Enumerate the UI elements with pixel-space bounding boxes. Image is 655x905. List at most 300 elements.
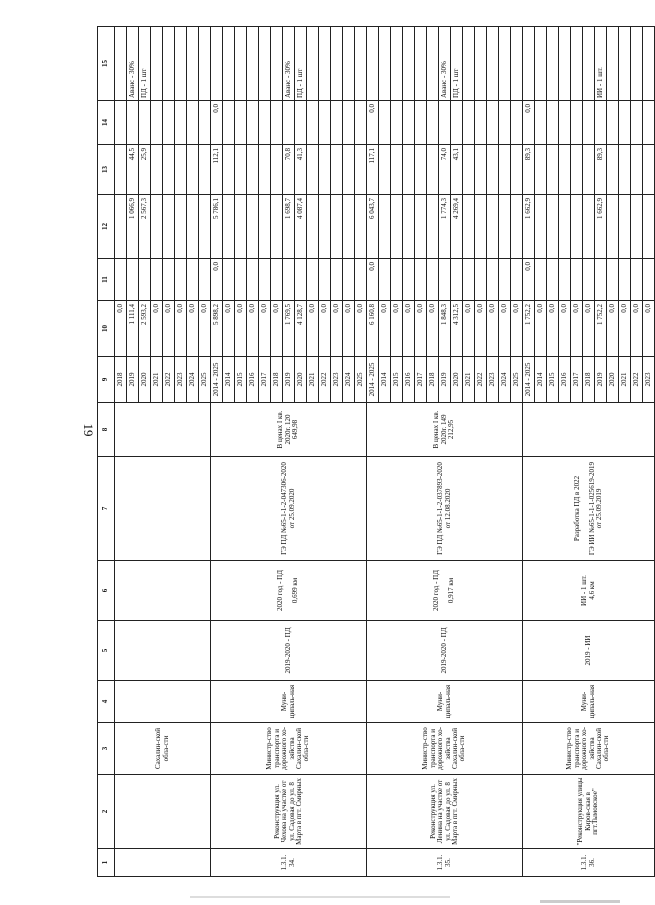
year-cell: 2020 (451, 357, 463, 403)
total-cell: 0,0 (307, 301, 319, 357)
extrabudget-cell (403, 101, 415, 145)
federal-budget-cell: 0,0 (367, 259, 379, 301)
extrabudget-cell (463, 101, 475, 145)
regional-budget-cell: 2 567,3 (139, 195, 151, 259)
total-cell: 1 752,2 (595, 301, 607, 357)
total-cell: 0,0 (151, 301, 163, 357)
extrabudget-cell (571, 101, 583, 145)
extrabudget-cell (511, 101, 523, 145)
municipal-budget-cell (427, 145, 439, 195)
municipal-budget-cell (271, 145, 283, 195)
municipal-budget-cell (247, 145, 259, 195)
total-cell: 0,0 (319, 301, 331, 357)
extrabudget-cell (643, 101, 655, 145)
note-cell (619, 27, 631, 101)
total-cell: 0,0 (259, 301, 271, 357)
federal-budget-cell (355, 259, 367, 301)
regional-budget-cell: 1 662,9 (595, 195, 607, 259)
total-cell: 6 160,8 (367, 301, 379, 357)
note-cell (355, 27, 367, 101)
year-cell: 2021 (307, 357, 319, 403)
regional-budget-cell (247, 195, 259, 259)
regional-budget-cell (115, 195, 127, 259)
extrabudget-cell (115, 101, 127, 145)
year-cell: 2021 (151, 357, 163, 403)
item-number-cell (115, 849, 211, 877)
federal-budget-cell (283, 259, 295, 301)
extrabudget-cell (295, 101, 307, 145)
regional-budget-cell (463, 195, 475, 259)
total-cell: 0,0 (559, 301, 571, 357)
note-cell (499, 27, 511, 101)
capacity-cell: 2020 год - ПД 0,699 км (211, 561, 367, 621)
note-cell (403, 27, 415, 101)
total-cell: 0,0 (391, 301, 403, 357)
extrabudget-cell (439, 101, 451, 145)
total-cell: 0,0 (631, 301, 643, 357)
period-cell: 2019-2020 - ПД (367, 621, 523, 681)
regional-budget-cell (187, 195, 199, 259)
total-cell: 0,0 (355, 301, 367, 357)
total-cell: 5 898,2 (211, 301, 223, 357)
column-header: 13 (98, 145, 115, 195)
year-cell: 2014 - 2025 (523, 357, 535, 403)
note-cell (211, 27, 223, 101)
total-cell: 0,0 (415, 301, 427, 357)
year-cell: 2014 (379, 357, 391, 403)
executor-cell: Министр-ство транспорта и дорожного хо-зяйства Сахалин-ской обла-сти (211, 723, 367, 775)
regional-budget-cell (631, 195, 643, 259)
note-cell: ПД - 1 шт (295, 27, 307, 101)
federal-budget-cell: 0,0 (523, 259, 535, 301)
municipal-budget-cell: 44,5 (127, 145, 139, 195)
empty-cell (115, 561, 211, 621)
empty-cell (115, 621, 211, 681)
year-cell: 2015 (391, 357, 403, 403)
note-cell (319, 27, 331, 101)
municipal-budget-cell (487, 145, 499, 195)
total-cell: 0,0 (235, 301, 247, 357)
municipal-budget-cell (547, 145, 559, 195)
scan-artifact (190, 896, 450, 898)
year-cell: 2021 (463, 357, 475, 403)
note-cell: Аванс - 30% (283, 27, 295, 101)
extrabudget-cell (187, 101, 199, 145)
note-cell (367, 27, 379, 101)
note-cell (247, 27, 259, 101)
note-cell (379, 27, 391, 101)
year-cell: 2020 (139, 357, 151, 403)
note-cell: ПД - 1 шт (139, 27, 151, 101)
total-cell: 0,0 (403, 301, 415, 357)
note-cell (547, 27, 559, 101)
investment-table (97, 26, 655, 877)
extrabudget-cell (355, 101, 367, 145)
extrabudget-cell (499, 101, 511, 145)
extrabudget-cell: 0,0 (211, 101, 223, 145)
total-cell: 4 128,7 (295, 301, 307, 357)
federal-budget-cell (307, 259, 319, 301)
note-cell (235, 27, 247, 101)
executor-cell: Министр-ство транспорта и дорожного хо-зяйства Сахалин-ской обла-сти (523, 723, 655, 775)
year-cell: 2015 (547, 357, 559, 403)
year-cell: 2017 (259, 357, 271, 403)
table-row (367, 27, 379, 877)
federal-budget-cell (319, 259, 331, 301)
regional-budget-cell: 5 786,1 (211, 195, 223, 259)
total-cell: 0,0 (379, 301, 391, 357)
note-cell (475, 27, 487, 101)
total-cell: 0,0 (619, 301, 631, 357)
column-header: 9 (98, 357, 115, 403)
regional-budget-cell (355, 195, 367, 259)
estimated-cost-cell: В ценах I кв. 2020г. 120 649,98 (211, 403, 367, 457)
year-cell: 2023 (175, 357, 187, 403)
federal-budget-cell (403, 259, 415, 301)
capacity-cell: ИИ - 1 шт. 4,6 км (523, 561, 655, 621)
regional-budget-cell (511, 195, 523, 259)
federal-budget-cell (175, 259, 187, 301)
total-cell: 0,0 (607, 301, 619, 357)
total-cell: 0,0 (343, 301, 355, 357)
note-cell (271, 27, 283, 101)
federal-budget-cell (379, 259, 391, 301)
total-cell: 1 111,4 (127, 301, 139, 357)
municipal-budget-cell (583, 145, 595, 195)
federal-budget-cell (643, 259, 655, 301)
total-cell: 0,0 (511, 301, 523, 357)
period-cell: 2019-2020 - ПД (211, 621, 367, 681)
column-header: 14 (98, 101, 115, 145)
municipal-budget-cell (631, 145, 643, 195)
year-cell: 2021 (619, 357, 631, 403)
column-number-row (98, 27, 115, 877)
column-header: 15 (98, 27, 115, 101)
note-cell (487, 27, 499, 101)
regional-budget-cell (271, 195, 283, 259)
regional-budget-cell: 1 698,7 (283, 195, 295, 259)
federal-budget-cell (499, 259, 511, 301)
federal-budget-cell (331, 259, 343, 301)
municipal-budget-cell (619, 145, 631, 195)
empty-cell (115, 681, 211, 723)
extrabudget-cell (247, 101, 259, 145)
year-cell: 2025 (511, 357, 523, 403)
year-cell: 2018 (583, 357, 595, 403)
capacity-cell: 2020 год - ПД 0,917 км (367, 561, 523, 621)
total-cell: 4 312,5 (451, 301, 463, 357)
extrabudget-cell (283, 101, 295, 145)
note-cell (199, 27, 211, 101)
municipal-budget-cell (175, 145, 187, 195)
regional-budget-cell: 1 662,9 (523, 195, 535, 259)
table-row (211, 27, 223, 877)
item-number-cell: 1.3.1. 36. (523, 849, 655, 877)
federal-budget-cell (391, 259, 403, 301)
federal-budget-cell (487, 259, 499, 301)
federal-budget-cell (199, 259, 211, 301)
year-cell: 2017 (571, 357, 583, 403)
regional-budget-cell (427, 195, 439, 259)
expertise-document-cell: Разработка ПД в 2022 ГЭ ИИ №65-1-1-1-025619-2019 от 25.09.2019 (523, 457, 655, 561)
federal-budget-cell (463, 259, 475, 301)
total-cell: 0,0 (463, 301, 475, 357)
extrabudget-cell (139, 101, 151, 145)
municipal-budget-cell (307, 145, 319, 195)
municipal-budget-cell (151, 145, 163, 195)
federal-budget-cell (595, 259, 607, 301)
municipal-budget-cell: 43,1 (451, 145, 463, 195)
extrabudget-cell (307, 101, 319, 145)
year-cell: 2019 (439, 357, 451, 403)
table-row (523, 27, 535, 877)
regional-budget-cell: 4 269,4 (451, 195, 463, 259)
federal-budget-cell (115, 259, 127, 301)
federal-budget-cell: 0,0 (211, 259, 223, 301)
municipal-budget-cell (355, 145, 367, 195)
note-cell (331, 27, 343, 101)
ownership-cell: Муни-ципаль-ная (211, 681, 367, 723)
regional-budget-cell (643, 195, 655, 259)
column-header: 11 (98, 259, 115, 301)
municipal-budget-cell (391, 145, 403, 195)
extrabudget-cell (451, 101, 463, 145)
total-cell: 0,0 (643, 301, 655, 357)
year-cell: 2016 (247, 357, 259, 403)
item-number-cell: 1.3.1. 35. (367, 849, 523, 877)
federal-budget-cell (151, 259, 163, 301)
column-header: 6 (98, 561, 115, 621)
regional-budget-cell (235, 195, 247, 259)
note-cell (307, 27, 319, 101)
regional-budget-cell (391, 195, 403, 259)
column-header: 5 (98, 621, 115, 681)
regional-budget-cell (583, 195, 595, 259)
extrabudget-cell (331, 101, 343, 145)
ownership-cell: Муни-ципаль-ная (523, 681, 655, 723)
column-header: 7 (98, 457, 115, 561)
ownership-cell: Муни-ципаль-ная (367, 681, 523, 723)
municipal-budget-cell (223, 145, 235, 195)
municipal-budget-cell: 89,3 (523, 145, 535, 195)
note-cell (115, 27, 127, 101)
year-cell: 2023 (487, 357, 499, 403)
municipal-budget-cell (403, 145, 415, 195)
column-header: 1 (98, 849, 115, 877)
total-cell: 0,0 (475, 301, 487, 357)
extrabudget-cell (199, 101, 211, 145)
note-cell (583, 27, 595, 101)
regional-budget-cell (379, 195, 391, 259)
extrabudget-cell (151, 101, 163, 145)
period-cell: 2019 - ИИ (523, 621, 655, 681)
extrabudget-cell (559, 101, 571, 145)
year-cell: 2025 (199, 357, 211, 403)
note-cell (463, 27, 475, 101)
extrabudget-cell (319, 101, 331, 145)
note-cell (427, 27, 439, 101)
column-header: 10 (98, 301, 115, 357)
regional-budget-cell (619, 195, 631, 259)
municipal-budget-cell (535, 145, 547, 195)
regional-budget-cell (331, 195, 343, 259)
estimated-cost-cell: В ценах I кв. 2020г. 149 212,95 (367, 403, 523, 457)
regional-budget-cell: 6 043,7 (367, 195, 379, 259)
note-cell (163, 27, 175, 101)
year-cell: 2016 (403, 357, 415, 403)
note-cell: Аванс - 30% (127, 27, 139, 101)
object-name-cell: Реконструкция ул. Чехова на участке от ул. Садовая до ул. 8 Марта в пгт. Смирных (211, 775, 367, 849)
total-cell: 0,0 (115, 301, 127, 357)
regional-budget-cell (499, 195, 511, 259)
year-cell: 2014 (223, 357, 235, 403)
regional-budget-cell (415, 195, 427, 259)
municipal-budget-cell: 70,8 (283, 145, 295, 195)
note-cell (415, 27, 427, 101)
federal-budget-cell (547, 259, 559, 301)
column-header: 4 (98, 681, 115, 723)
year-cell: 2014 - 2025 (367, 357, 379, 403)
extrabudget-cell (163, 101, 175, 145)
total-cell: 0,0 (163, 301, 175, 357)
executor-cell: Сахалин-ской обла-сти (115, 723, 211, 775)
extrabudget-cell (595, 101, 607, 145)
extrabudget-cell (583, 101, 595, 145)
total-cell: 0,0 (535, 301, 547, 357)
executor-cell: Министр-ство транспорта и дорожного хо-зяйства Сахалин-ской обла-сти (367, 723, 523, 775)
note-cell (535, 27, 547, 101)
extrabudget-cell (631, 101, 643, 145)
item-number-cell: 1.3.1. 34. (211, 849, 367, 877)
total-cell: 0,0 (583, 301, 595, 357)
empty-cell (115, 403, 211, 457)
federal-budget-cell (187, 259, 199, 301)
federal-budget-cell (535, 259, 547, 301)
federal-budget-cell (439, 259, 451, 301)
federal-budget-cell (247, 259, 259, 301)
total-cell: 0,0 (271, 301, 283, 357)
year-cell: 2017 (415, 357, 427, 403)
regional-budget-cell (175, 195, 187, 259)
empty-cell (115, 457, 211, 561)
total-cell: 0,0 (199, 301, 211, 357)
extrabudget-cell (487, 101, 499, 145)
note-cell (259, 27, 271, 101)
object-name-cell: Реконструкция ул. Ленина на участке от ул. Садовая до ул. 8 Марта в пгт. Смирных (367, 775, 523, 849)
regional-budget-cell (547, 195, 559, 259)
federal-budget-cell (259, 259, 271, 301)
federal-budget-cell (571, 259, 583, 301)
year-cell: 2022 (475, 357, 487, 403)
municipal-budget-cell (319, 145, 331, 195)
regional-budget-cell (559, 195, 571, 259)
extrabudget-cell (235, 101, 247, 145)
year-cell: 2024 (343, 357, 355, 403)
year-cell: 2015 (235, 357, 247, 403)
extrabudget-cell (535, 101, 547, 145)
extrabudget-cell (415, 101, 427, 145)
note-cell (631, 27, 643, 101)
total-cell: 0,0 (571, 301, 583, 357)
federal-budget-cell (295, 259, 307, 301)
federal-budget-cell (631, 259, 643, 301)
extrabudget-cell (127, 101, 139, 145)
total-cell: 0,0 (247, 301, 259, 357)
federal-budget-cell (415, 259, 427, 301)
extrabudget-cell (343, 101, 355, 145)
extrabudget-cell (379, 101, 391, 145)
object-name-cell: "Реконструкция улицы Киров-ская в пгт.Тымовское" (523, 775, 655, 849)
municipal-budget-cell (187, 145, 199, 195)
regional-budget-cell (343, 195, 355, 259)
year-cell: 2023 (331, 357, 343, 403)
total-cell: 0,0 (175, 301, 187, 357)
extrabudget-cell (223, 101, 235, 145)
total-cell: 0,0 (499, 301, 511, 357)
note-cell (391, 27, 403, 101)
regional-budget-cell (607, 195, 619, 259)
column-header: 8 (98, 403, 115, 457)
note-cell (343, 27, 355, 101)
note-cell: ПД - 1 шт (451, 27, 463, 101)
regional-budget-cell (163, 195, 175, 259)
scan-artifact (540, 900, 620, 903)
year-cell: 2018 (271, 357, 283, 403)
regional-budget-cell: 1 774,3 (439, 195, 451, 259)
year-cell: 2019 (283, 357, 295, 403)
total-cell: 0,0 (547, 301, 559, 357)
year-cell: 2014 - 2025 (211, 357, 223, 403)
municipal-budget-cell (607, 145, 619, 195)
federal-budget-cell (139, 259, 151, 301)
municipal-budget-cell: 117,1 (367, 145, 379, 195)
year-cell: 2018 (427, 357, 439, 403)
note-cell: ИИ - 1 шт. (595, 27, 607, 101)
municipal-budget-cell (559, 145, 571, 195)
note-cell (643, 27, 655, 101)
total-cell: 0,0 (331, 301, 343, 357)
regional-budget-cell (223, 195, 235, 259)
year-cell: 2014 (535, 357, 547, 403)
extrabudget-cell (475, 101, 487, 145)
municipal-budget-cell (235, 145, 247, 195)
municipal-budget-cell (511, 145, 523, 195)
municipal-budget-cell (475, 145, 487, 195)
year-cell: 2025 (355, 357, 367, 403)
extrabudget-cell (391, 101, 403, 145)
year-cell: 2022 (631, 357, 643, 403)
note-cell (559, 27, 571, 101)
municipal-budget-cell (499, 145, 511, 195)
extrabudget-cell (271, 101, 283, 145)
table-row (115, 27, 127, 877)
federal-budget-cell (343, 259, 355, 301)
rotated-table-container (97, 27, 652, 877)
year-cell: 2024 (499, 357, 511, 403)
municipal-budget-cell (163, 145, 175, 195)
regional-budget-cell (571, 195, 583, 259)
column-header: 2 (98, 775, 115, 849)
regional-budget-cell: 1 066,9 (127, 195, 139, 259)
municipal-budget-cell: 89,3 (595, 145, 607, 195)
total-cell: 1 752,2 (523, 301, 535, 357)
note-cell: Аванс - 30% (439, 27, 451, 101)
page-number: 19 (81, 423, 96, 437)
note-cell (175, 27, 187, 101)
municipal-budget-cell (343, 145, 355, 195)
total-cell: 0,0 (187, 301, 199, 357)
extrabudget-cell (427, 101, 439, 145)
